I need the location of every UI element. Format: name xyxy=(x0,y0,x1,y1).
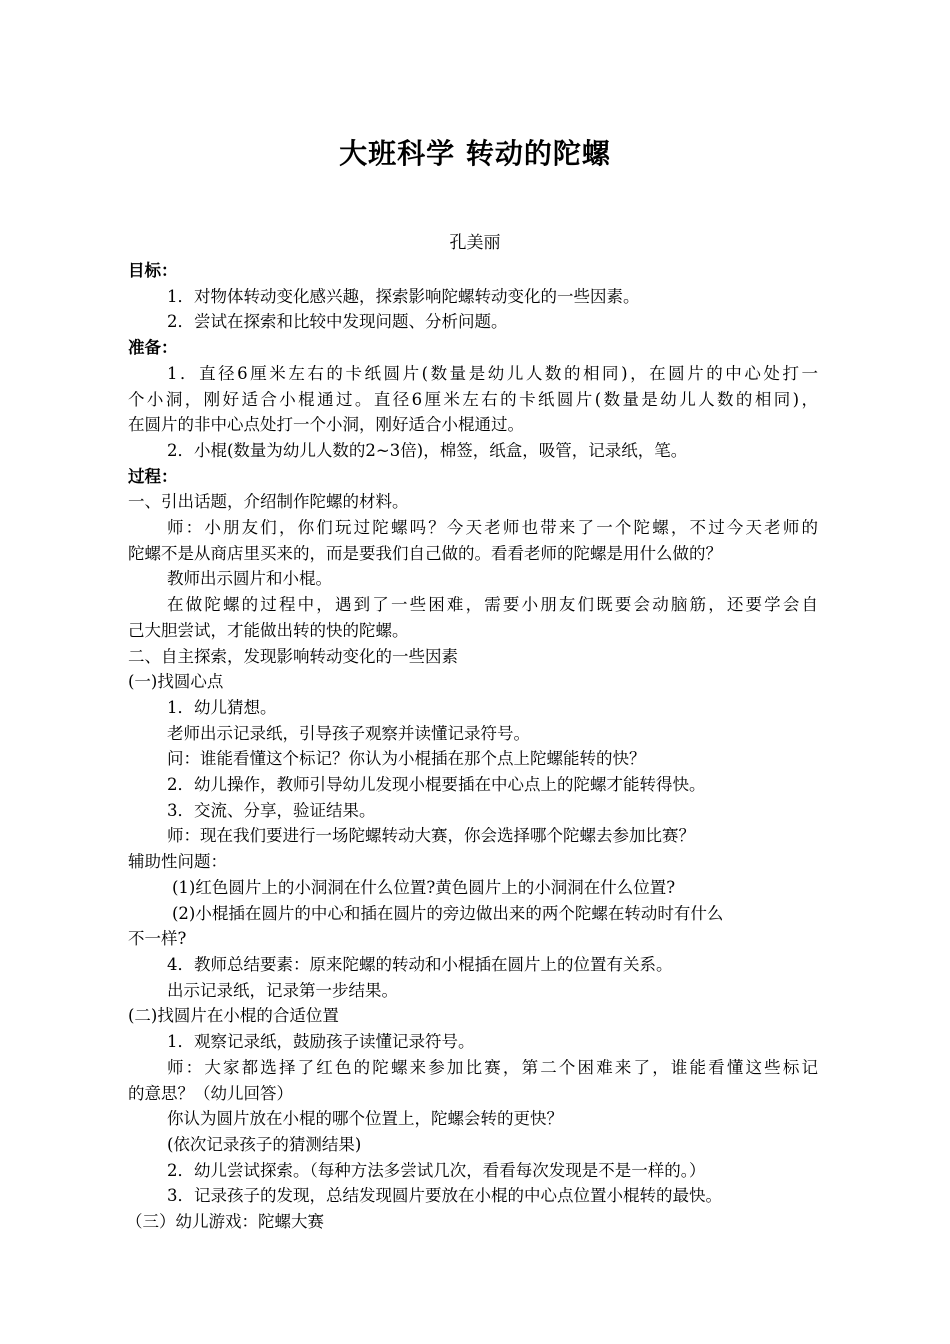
paragraph-line: 你认为圆片放在小棍的哪个位置上，陀螺会转的更快？ xyxy=(167,1109,563,1129)
step-item: 老师出示记录纸，引导孩子观察并读懂记录符号。 xyxy=(167,723,530,743)
step-item: 出示记录纸，记录第一步结果。 xyxy=(167,980,398,1000)
step-item: 2．幼儿尝试探索。（每种方法多尝试几次，看看每次发现是不是一样的。） xyxy=(167,1160,706,1180)
paragraph-line: 在做陀螺的过程中，遇到了一些困难，需要小朋友们既要会动脑筋，还要学会自 xyxy=(167,595,818,615)
subsection-title: (二)找圆片在小棍的合适位置 xyxy=(128,1006,339,1026)
subsection-title: (一)找圆心点 xyxy=(128,672,224,692)
step-item: 1．观察记录纸，鼓励孩子读懂记录符号。 xyxy=(167,1032,475,1052)
step-item: 3．记录孩子的发现，总结发现圆片要放在小棍的中心点位置小棍转的最快。 xyxy=(167,1186,722,1206)
section-heading-preparation: 准备： xyxy=(128,338,178,358)
paragraph-line: 陀螺不是从商店里买来的，而是要我们自己做的。看看老师的陀螺是用什么做的？ xyxy=(128,543,722,563)
prep-item: 2．小棍(数量为幼儿人数的2~3倍)，棉签，纸盒，吸管，记录纸，笔。 xyxy=(167,440,688,460)
document-title: 大班科学 转动的陀螺 xyxy=(339,137,611,170)
section-heading-goals: 目标： xyxy=(128,261,178,280)
section-heading-process: 过程： xyxy=(128,466,178,486)
aux-question: (1)红色圆片上的小洞洞在什么位置?黄色圆片上的小洞洞在什么位置? xyxy=(172,877,676,897)
goal-item: 2．尝试在探索和比较中发现问题、分析问题。 xyxy=(167,312,508,332)
part-title: 二、自主探索，发现影响转动变化的一些因素 xyxy=(128,646,458,666)
author-name: 孔美丽 xyxy=(449,233,501,253)
paragraph-line: 教师出示圆片和小棍。 xyxy=(167,569,332,589)
part-title: 一、引出话题，介绍制作陀螺的材料。 xyxy=(128,492,409,512)
subsection-title: （三）幼儿游戏：陀螺大赛 xyxy=(126,1212,324,1232)
aux-question: (2)小棍插在圆片的中心和插在圆片的旁边做出来的两个陀螺在转动时有什么 xyxy=(172,903,724,923)
goal-item: 1．对物体转动变化感兴趣，探索影响陀螺转动变化的一些因素。 xyxy=(167,286,640,306)
paragraph-line: 己大胆尝试，才能做出转的快的陀螺。 xyxy=(128,620,409,640)
step-item: 1．幼儿猜想。 xyxy=(167,697,277,717)
step-item: 问：谁能看懂这个标记？你认为小棍插在那个点上陀螺能转的快？ xyxy=(167,749,646,769)
prep-paragraph-line: 在圆片的非中心点处打一个小洞，刚好适合小棍通过。 xyxy=(128,415,524,435)
step-item: 3．交流、分享，验证结果。 xyxy=(167,800,376,820)
paragraph-line: 的意思？（幼儿回答） xyxy=(128,1083,293,1103)
prep-paragraph-line: 个小洞，刚好适合小棍通过。直径6厘米左右的卡纸圆片(数量是幼儿人数的相同)， xyxy=(128,389,818,409)
aux-question: 不一样? xyxy=(128,929,187,949)
prep-paragraph-line: 1．直径6厘米左右的卡纸圆片(数量是幼儿人数的相同)，在圆片的中心处打一 xyxy=(167,363,818,383)
paragraph-line: (依次记录孩子的猜测结果) xyxy=(167,1134,362,1154)
step-item: 4．教师总结要素：原来陀螺的转动和小棍插在圆片上的位置有关系。 xyxy=(167,954,673,974)
document-body xyxy=(128,258,818,1235)
aux-questions-label: 辅助性问题： xyxy=(128,852,227,872)
step-item: 2．幼儿操作，教师引导幼儿发现小棍要插在中心点上的陀螺才能转得快。 xyxy=(167,775,706,795)
paragraph-line: 师：小朋友们，你们玩过陀螺吗？今天老师也带来了一个陀螺，不过今天老师的 xyxy=(167,518,818,538)
paragraph-line: 师：大家都选择了红色的陀螺来参加比赛，第二个困难来了，谁能看懂这些标记 xyxy=(167,1057,818,1077)
step-item: 师：现在我们要进行一场陀螺转动大赛，你会选择哪个陀螺去参加比赛？ xyxy=(167,826,695,846)
